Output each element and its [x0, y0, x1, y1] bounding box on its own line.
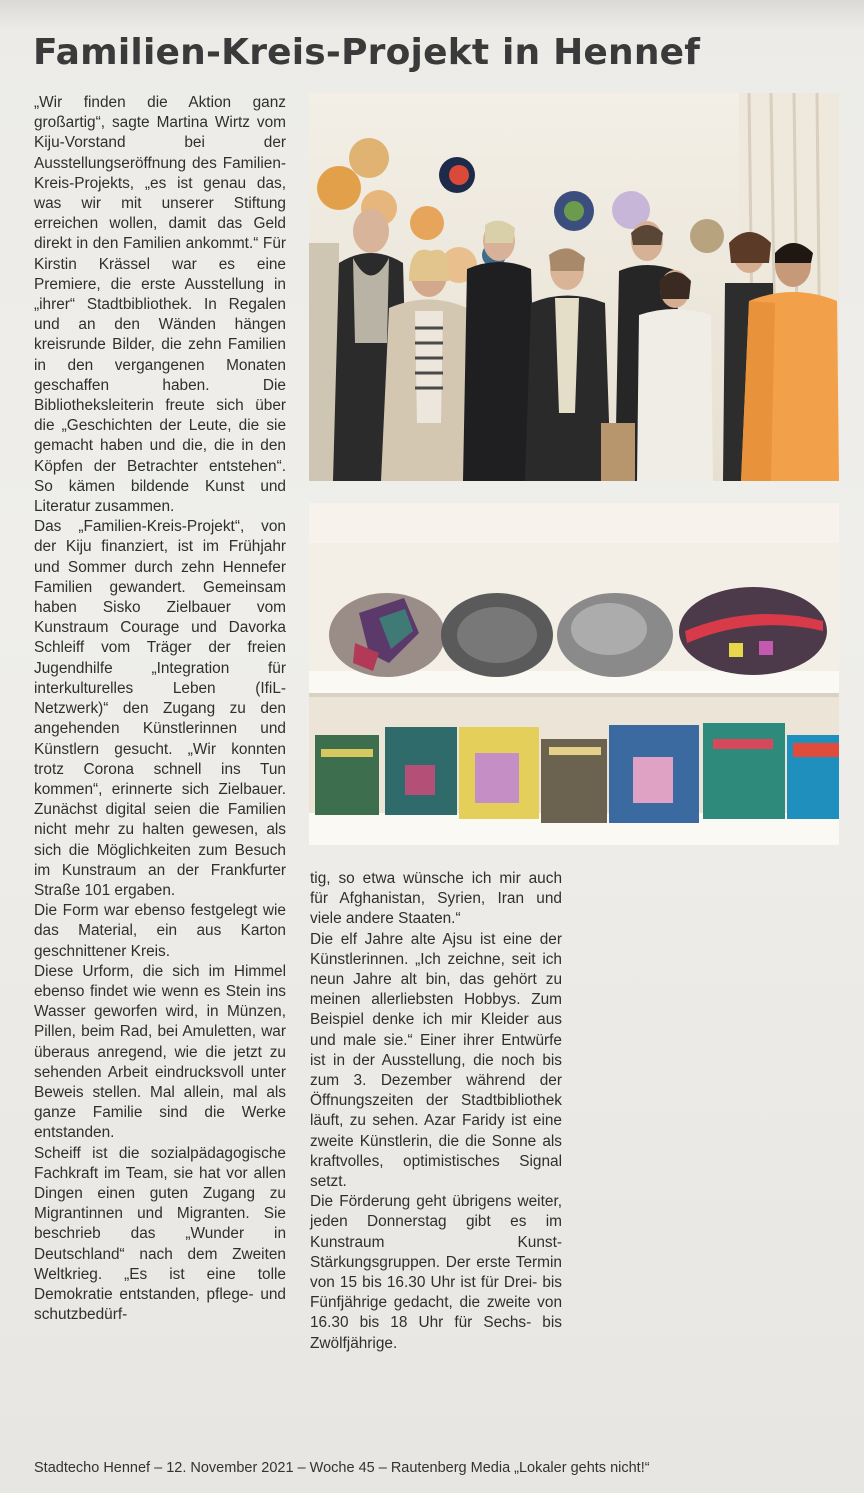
- page-footer: Stadtecho Hennef – 12. November 2021 – Woche 45 – Rautenberg Media „Lokaler gehts nicht!“: [34, 1460, 650, 1476]
- article-headline: Familien-Kreis-Projekt in Hennef: [33, 32, 701, 73]
- paragraph: Das „Familien-Kreis-Projekt“, von der Kiju finanziert, ist im Frühjahr und Sommer durch zehn Hennefer Familien gewandert. Gemeinsam haben Sisko Zielbauer vom Kunstraum Courage und Davorka Schleiff vom Träger der freien Jugendhilfe „Integration für interkulturelles Leben (IfiL-Netzwerk)“ den Zugang zu den angehenden Künstlerinnen und Künstlern gesucht. „Wir konnten trotz Corona schnell ins Tun kommen“, erinnerte sich Zielbauer. Zunächst digital seien die Familien nicht mehr zu halten gewesen, als sich die Möglichkeiten zum Besuch im Kunstraum an der Frankfurter Straße 101 ergaben.: [34, 518, 286, 899]
- article-column-right: [310, 869, 562, 1354]
- paragraph: Die Form war ebenso festgelegt wie das Material, ein aus Karton geschnittener Kreis.: [34, 902, 286, 960]
- paragraph: Diese Urform, die sich im Himmel ebenso findet wie wenn es Stein ins Wasser geworfen wird, in Münzen, Pillen, beim Rad, bei Amuletten, war überaus anregend, wie die jetzt zu sehenden Arbeit eindrucksvoll unter Beweis stellen. Mal allein, mal als ganze Familie sind die Werke entstanden.: [34, 962, 286, 1142]
- shelf-photo: [309, 503, 839, 845]
- paragraph: „Wir finden die Aktion ganz großartig“, sagte Martina Wirtz vom Kiju-Vorstand bei der Ausstellungseröffnung des Familien-Kreis-Projekts, „es ist genau das, was wir mit unserer Stiftung erreichen wollen, damit das Geld direkt in den Familien ankommt.“ Für Kirstin Krässel war es eine Premiere, die erste Ausstellung in „ihrer“ Stadtbibliothek. In Regalen und an den Wänden hängen kreisrunde Bilder, die zehn Familien in den vergangenen Monaten geschaffen haben. Die Bibliotheksleiterin freute sich über die „Geschichten der Leute, die sie gemacht haben und die, die in den Köpfen der Betrachter entstehen“. So kämen bildende Kunst und Literatur zusammen.: [34, 94, 286, 516]
- article-column-left: [34, 93, 286, 1325]
- paragraph: Scheiff ist die sozialpädagogische Fachkraft im Team, sie hat vor allen Dingen einen guten Zugang zu Migrantinnen und Migranten. Sie beschrieb das „Wunder in Deutschland“ nach dem Zweiten Weltkrieg. „Es ist eine tolle Demokratie entstanden, pflege- und schutzbedürf-: [34, 1144, 286, 1324]
- paragraph: Die Förderung geht übrigens weiter, jeden Donnerstag gibt es im Kunstraum Kunst-Stärkungsgruppen. Der erste Termin von 15 bis 16.30 Uhr ist für Drei- bis Fünfjährige gedacht, die zweite von 16.30 bis 18 Uhr für Sechs- bis Zwölfjährige.: [310, 1193, 562, 1352]
- paragraph: Die elf Jahre alte Ajsu ist eine der Künstlerinnen. „Ich zeichne, seit ich neun Jahre alt bin, das gehört zu meinen allerliebsten Hobbys. Zum Beispiel denke ich mir Kleider aus und male sie.“ Einer ihrer Entwürfe ist in der Ausstellung, die noch bis zum 3. Dezember während der Öffnungszeiten der Stadtbibliothek läuft, zu sehen. Azar Faridy ist eine zweite Künstlerin, die die Sonne als kraftvolles, optimistisches Signal setzt.: [310, 930, 562, 1191]
- group-photo: [309, 93, 839, 481]
- paragraph: tig, so etwa wünsche ich mir auch für Afghanistan, Syrien, Iran und viele andere Staaten.“: [310, 870, 562, 928]
- previous-page-bleed: [0, 0, 864, 30]
